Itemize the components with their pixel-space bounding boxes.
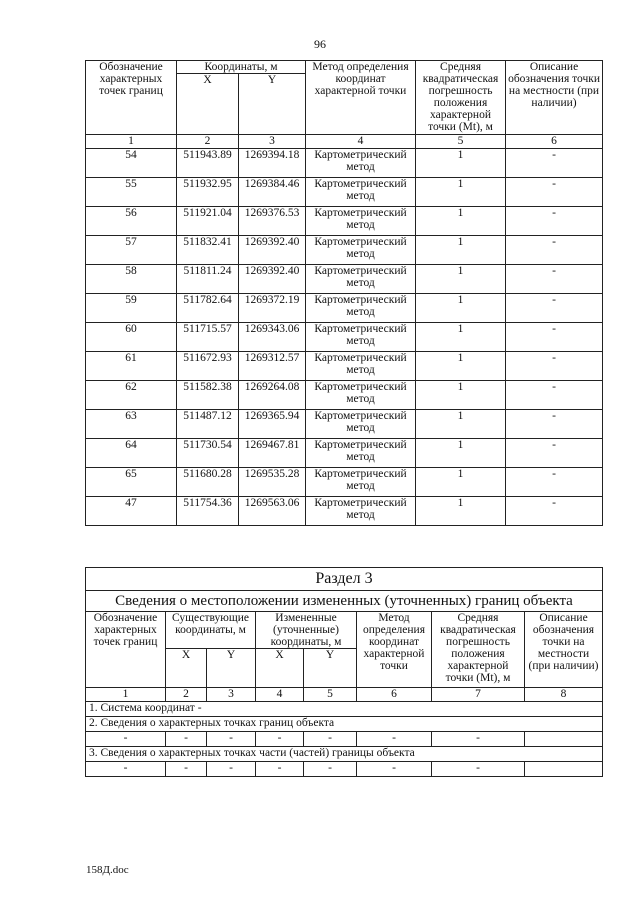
header-existing-y: Y <box>207 649 256 688</box>
cell-y: 1269394.18 <box>239 149 306 178</box>
section-subtitle: Сведения о местоположении измененных (уточненных) границ объекта <box>86 591 603 612</box>
cell-mt: 1 <box>416 207 506 236</box>
cell-desc: - <box>506 468 603 497</box>
cell-method: Картометрический метод <box>306 410 416 439</box>
page-number: 96 <box>314 37 326 51</box>
header-x: X <box>177 74 239 135</box>
table-row <box>86 149 603 178</box>
cell-y: 1269467.81 <box>239 439 306 468</box>
header-designation: Обозначение характерных точек границ <box>86 612 166 688</box>
cell-y: 1269264.08 <box>239 381 306 410</box>
empty-cell: - <box>166 762 207 777</box>
cell-y: 1269312.57 <box>239 352 306 381</box>
cell-desc: - <box>506 236 603 265</box>
cell-mt: 1 <box>416 265 506 294</box>
column-index: 3 <box>207 688 256 702</box>
cell-point: 63 <box>86 410 177 439</box>
section-title: Раздел 3 <box>86 568 603 591</box>
cell-method: Картометрический метод <box>306 439 416 468</box>
cell-point: 65 <box>86 468 177 497</box>
cell-method: Картометрический метод <box>306 207 416 236</box>
cell-x: 511754.36 <box>177 497 239 526</box>
cell-y: 1269365.94 <box>239 410 306 439</box>
empty-cell: - <box>357 732 432 747</box>
cell-x: 511730.54 <box>177 439 239 468</box>
cell-method: Картометрический метод <box>306 497 416 526</box>
cell-x: 511921.04 <box>177 207 239 236</box>
coordinate-system-line: 1. Система координат - <box>86 702 603 717</box>
cell-mt: 1 <box>416 149 506 178</box>
column-index: 8 <box>525 688 603 702</box>
table-row <box>86 323 603 352</box>
cell-desc: - <box>506 178 603 207</box>
empty-cell: - <box>86 732 166 747</box>
table-row <box>86 265 603 294</box>
table-row <box>86 497 603 526</box>
cell-method: Картометрический метод <box>306 294 416 323</box>
cell-mt: 1 <box>416 439 506 468</box>
cell-desc: - <box>506 265 603 294</box>
cell-point: 47 <box>86 497 177 526</box>
cell-x: 511932.95 <box>177 178 239 207</box>
cell-desc: - <box>506 410 603 439</box>
empty-cell: - <box>304 732 357 747</box>
cell-desc: - <box>506 497 603 526</box>
table-row <box>86 468 603 497</box>
column-index: 1 <box>86 135 177 149</box>
table-row <box>86 294 603 323</box>
column-index: 2 <box>166 688 207 702</box>
header-designation: Обозначение характерных точек границ <box>86 61 177 135</box>
cell-method: Картометрический метод <box>306 468 416 497</box>
column-index: 5 <box>416 135 506 149</box>
table-row <box>86 410 603 439</box>
empty-cell: - <box>166 732 207 747</box>
column-index: 1 <box>86 688 166 702</box>
section-3-table <box>85 567 603 777</box>
cell-method: Картометрический метод <box>306 323 416 352</box>
empty-cell: - <box>432 762 525 777</box>
cell-desc: - <box>506 323 603 352</box>
cell-y: 1269376.53 <box>239 207 306 236</box>
empty-cell: - <box>86 762 166 777</box>
cell-mt: 1 <box>416 352 506 381</box>
cell-method: Картометрический метод <box>306 178 416 207</box>
cell-desc: - <box>506 149 603 178</box>
cell-y: 1269535.28 <box>239 468 306 497</box>
header-y: Y <box>239 74 306 135</box>
cell-method: Картометрический метод <box>306 265 416 294</box>
header-existing-x: X <box>166 649 207 688</box>
cell-x: 511680.28 <box>177 468 239 497</box>
cell-y: 1269384.46 <box>239 178 306 207</box>
cell-x: 511672.93 <box>177 352 239 381</box>
header-method: Метод определения координат характерной точки <box>306 61 416 135</box>
table-row <box>86 236 603 265</box>
cell-mt: 1 <box>416 497 506 526</box>
cell-x: 511832.41 <box>177 236 239 265</box>
cell-mt: 1 <box>416 294 506 323</box>
column-index: 4 <box>256 688 304 702</box>
header-changed-y: Y <box>304 649 357 688</box>
cell-method: Картометрический метод <box>306 149 416 178</box>
cell-desc: - <box>506 294 603 323</box>
cell-x: 511715.57 <box>177 323 239 352</box>
cell-x: 511782.64 <box>177 294 239 323</box>
column-index: 7 <box>432 688 525 702</box>
cell-x: 511487.12 <box>177 410 239 439</box>
cell-point: 55 <box>86 178 177 207</box>
cell-mt: 1 <box>416 410 506 439</box>
column-index: 3 <box>239 135 306 149</box>
empty-cell: - <box>256 732 304 747</box>
cell-mt: 1 <box>416 178 506 207</box>
boundary-points-table <box>85 60 603 526</box>
cell-mt: 1 <box>416 381 506 410</box>
column-index: 6 <box>357 688 432 702</box>
cell-mt: 1 <box>416 468 506 497</box>
table-row <box>86 178 603 207</box>
cell-desc: - <box>506 352 603 381</box>
table-row <box>86 439 603 468</box>
cell-method: Картометрический метод <box>306 381 416 410</box>
cell-point: 61 <box>86 352 177 381</box>
file-name-footer: 158Д.doc <box>86 864 129 876</box>
cell-point: 56 <box>86 207 177 236</box>
column-index: 2 <box>177 135 239 149</box>
empty-cell: - <box>432 732 525 747</box>
header-coordinates: Координаты, м <box>177 61 306 74</box>
empty-cell: - <box>207 732 256 747</box>
empty-cell: - <box>207 762 256 777</box>
cell-mt: 1 <box>416 323 506 352</box>
empty-cell: - <box>256 762 304 777</box>
column-index: 6 <box>506 135 603 149</box>
cell-desc: - <box>506 439 603 468</box>
header-changed-x: X <box>256 649 304 688</box>
cell-x: 511943.89 <box>177 149 239 178</box>
cell-y: 1269563.06 <box>239 497 306 526</box>
header-method: Метод определения координат характерной точки <box>357 612 432 688</box>
header-existing-coordinates: Существующие координаты, м <box>166 612 256 649</box>
cell-point: 62 <box>86 381 177 410</box>
cell-point: 57 <box>86 236 177 265</box>
cell-desc: - <box>506 207 603 236</box>
cell-point: 64 <box>86 439 177 468</box>
cell-y: 1269372.19 <box>239 294 306 323</box>
cell-point: 58 <box>86 265 177 294</box>
header-description: Описание обозначения точки на местности (при наличии) <box>525 612 603 688</box>
cell-y: 1269392.40 <box>239 236 306 265</box>
header-changed-coordinates: Измененные (уточненные) координаты, м <box>256 612 357 649</box>
header-accuracy: Средняя квадратическая погрешность положения характерной точки (Mt), м <box>416 61 506 135</box>
table-row <box>86 352 603 381</box>
empty-cell <box>525 732 603 747</box>
cell-x: 511811.24 <box>177 265 239 294</box>
cell-point: 54 <box>86 149 177 178</box>
column-index: 4 <box>306 135 416 149</box>
cell-mt: 1 <box>416 236 506 265</box>
cell-x: 511582.38 <box>177 381 239 410</box>
cell-desc: - <box>506 381 603 410</box>
header-description: Описание обозначения точки на местности (при наличии) <box>506 61 603 135</box>
empty-cell: - <box>304 762 357 777</box>
partial-boundary-line: 3. Сведения о характерных точках части (частей) границы объекта <box>86 747 603 762</box>
cell-y: 1269343.06 <box>239 323 306 352</box>
boundary-points-line: 2. Сведения о характерных точках границ объекта <box>86 717 603 732</box>
table-row <box>86 207 603 236</box>
header-accuracy: Средняя квадратическая погрешность положения характерной точки (Mt), м <box>432 612 525 688</box>
cell-point: 59 <box>86 294 177 323</box>
cell-y: 1269392.40 <box>239 265 306 294</box>
cell-point: 60 <box>86 323 177 352</box>
table-row <box>86 381 603 410</box>
cell-method: Картометрический метод <box>306 236 416 265</box>
empty-cell: - <box>357 762 432 777</box>
empty-cell <box>525 762 603 777</box>
cell-method: Картометрический метод <box>306 352 416 381</box>
column-index: 5 <box>304 688 357 702</box>
